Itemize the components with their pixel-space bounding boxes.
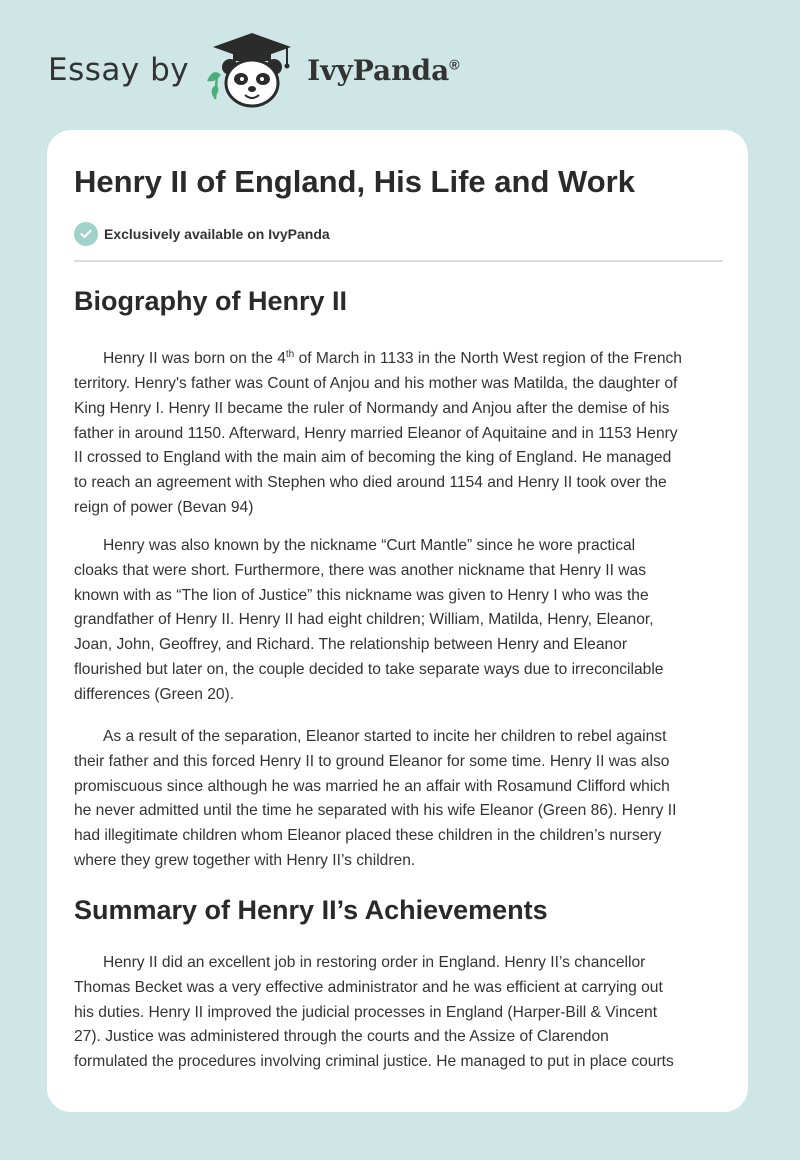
paragraph [74,343,723,521]
paragraph [74,951,723,1075]
paragraph-line: promiscuous since although he was married he an affair with Rosamund Clifford which [74,777,670,795]
paragraph-line: their father and this forced Henry II to ground Eleanor for some time. Henry II was also [74,752,670,770]
paragraph-line: known with as “The lion of Justice” this nickname was given to Henry I who was the [74,586,649,604]
paragraph-line: territory. Henry's father was Count of Anjou and his mother was Matilda, the daughter of [74,374,678,392]
paragraph-line: grandfather of Henry II. Henry II had eight children; William, Matilda, Henry, Eleanor, [74,611,654,629]
site-header [48,30,460,110]
paragraph-line: 27). Justice was administered through the courts and the Assize of Clarendon [74,1028,609,1046]
section-heading: Summary of Henry II’s Achievements [74,895,548,925]
divider [74,260,723,262]
paragraph-line: reign of power (Bevan 94) [74,498,254,516]
paragraph-line: had illegitimate children whom Eleanor placed these children in the children’s nursery [74,827,662,845]
paragraph-line: Henry was also known by the nickname “Curt Mantle” since he wore practical [103,537,636,554]
brand-name [307,54,460,87]
paragraph [74,534,723,708]
paragraph-line: flourished but later on, the couple decided to take separate ways due to irreconcilable [74,660,664,678]
paragraph [74,725,723,874]
paragraph-line: King Henry I. Henry II became the ruler of Normandy and Anjou after the demise of his [74,399,670,417]
paragraph-line: cloaks that were short. Furthermore, there was another nickname that Henry II was [74,561,647,579]
paragraph-line [74,343,723,372]
paragraph-line: he never admitted until the time he separated with his wife Eleanor (Green 86). Henry II [74,802,677,820]
essay-by-label: Essay by [48,52,190,88]
paragraph-line: Henry II did an excellent job in restoring order in England. Henry II’s chancellor [103,954,646,971]
paragraph-line: Thomas Becket was a very effective administrator and he was efficient at carrying out [74,978,663,996]
line-text: Henry II was born on the 4 [103,350,286,368]
essay-card [47,130,748,1112]
badge-text: Exclusively available on IvyPanda [104,226,330,242]
registered-mark: ® [449,56,460,73]
superscript: th [285,349,295,360]
exclusive-badge [74,222,330,246]
panda-logo-icon [203,31,301,109]
paragraph-line: to reach an agreement with Stephen who died around 1154 and Henry II took over the [74,474,667,492]
paragraph-line: father in around 1150. Afterward, Henry married Eleanor of Aquitaine and in 1153 Henry [74,424,678,442]
line-text: of March in 1133 in the North West region of the French [294,350,682,368]
paragraph-line: Joan, John, Geoffrey, and Richard. The relationship between Henry and Eleanor [74,636,628,654]
paragraph-line: where they grew together with Henry II’s children. [74,851,416,869]
brand-text: IvyPanda [307,53,450,87]
check-icon [74,222,98,246]
paragraph-line: formulated the procedures involving criminal justice. He managed to put in place courts [74,1053,674,1071]
section-heading: Biography of Henry II [74,286,348,316]
paragraph-line: his duties. Henry II improved the judicial processes in England (Harper-Bill & Vincent [74,1003,658,1021]
paragraph-line: II crossed to England with the main aim of becoming the king of England. He managed [74,449,672,467]
paragraph-line: differences (Green 20). [74,685,235,703]
page-title: Henry II of England, His Life and Work [74,164,635,199]
paragraph-line: As a result of the separation, Eleanor started to incite her children to rebel against [103,728,667,745]
